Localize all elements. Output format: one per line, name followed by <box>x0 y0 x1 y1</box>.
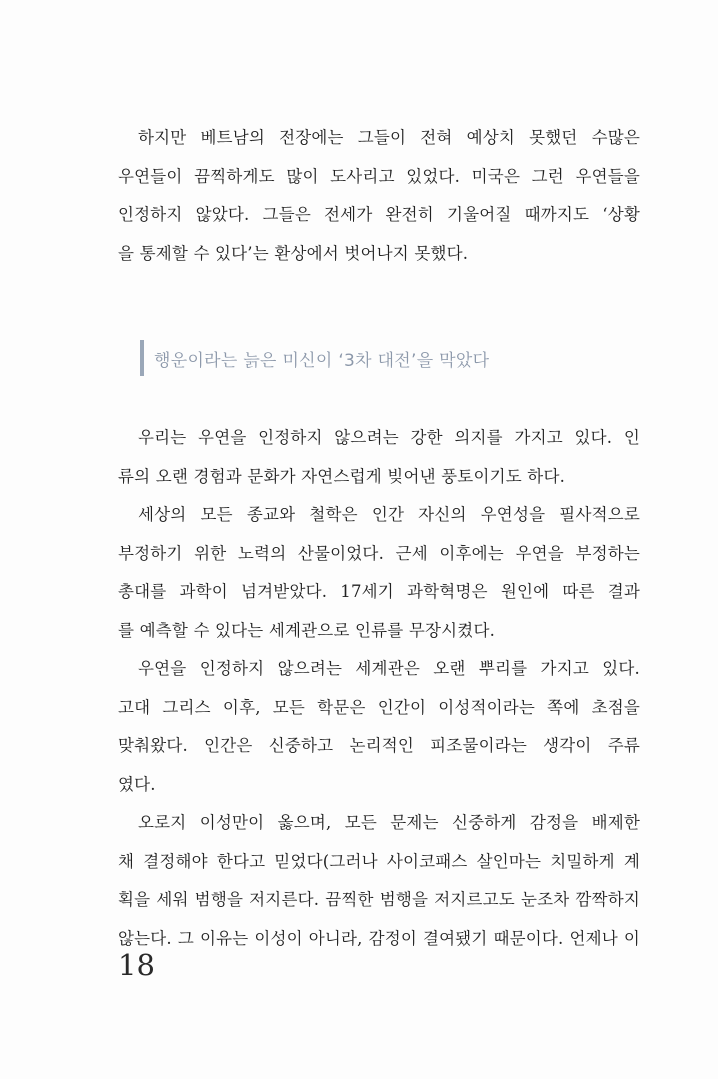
paragraph-line: 였다. <box>118 774 156 794</box>
paragraph-line: 채 결정해야 한다고 믿었다(그러나 사이코패스 살인마는 치밀하게 계 <box>118 851 640 871</box>
paragraph-line: 우연들이 끔찍하게도 많이 도사리고 있었다. 미국은 그런 우연들을 <box>118 166 640 186</box>
paragraph-line: 우연을 인정하지 않으려는 세계관은 오랜 뿌리를 가지고 있다. <box>138 659 640 678</box>
paragraph-1 <box>118 119 640 273</box>
paragraph-line: 류의 오랜 경험과 문화가 자연스럽게 빚어낸 풍토이기도 하다. <box>118 466 566 486</box>
paragraph-line: 인정하지 않았다. 그들은 전세가 완전히 기울어질 때까지도 ‘상황 <box>118 205 640 224</box>
paragraph-line: 를 예측할 수 있다는 세계관으로 인류를 무장시켰다. <box>118 620 496 640</box>
paragraph-line: 세상의 모든 종교와 철학은 인간 자신의 우연성을 필사적으로 <box>138 505 640 524</box>
paragraph-line: 획을 세워 범행을 저지른다. 끔찍한 범행을 저지르고도 눈조차 깜짝하지 <box>118 890 640 909</box>
paragraph-3 <box>118 496 640 650</box>
paragraph-line: 않는다. 그 이유는 이성이 아니라, 감정이 결여됐기 때문이다. 언제나 이 <box>118 928 640 948</box>
paragraph-line: 총대를 과학이 넘겨받았다. 17세기 과학혁명은 원인에 따른 결과 <box>118 582 640 601</box>
paragraph-line: 고대 그리스 이후, 모든 학문은 인간이 이성적이라는 쪽에 초점을 <box>118 697 640 717</box>
paragraph-line: 을 통제할 수 있다’는 환상에서 벗어나지 못했다. <box>118 243 469 263</box>
section-heading-text: 행운이라는 늙은 미신이 ‘3차 대전’을 막았다 <box>154 350 490 371</box>
paragraph-2 <box>118 419 640 496</box>
paragraph-4 <box>118 650 640 804</box>
paragraph-line: 맞춰왔다. 인간은 신중하고 논리적인 피조물이라는 생각이 주류 <box>118 736 640 755</box>
paragraph-line: 부정하기 위한 노력의 산물이었다. 근세 이후에는 우연을 부정하는 <box>118 543 640 563</box>
section-heading <box>140 339 489 377</box>
paragraph-line: 하지만 베트남의 전장에는 그들이 전혀 예상치 못했던 수많은 <box>138 128 640 147</box>
paragraph-line: 우리는 우연을 인정하지 않으려는 강한 의지를 가지고 있다. 인 <box>138 428 640 447</box>
paragraph-5 <box>118 804 640 958</box>
heading-bar <box>140 340 144 376</box>
paragraph-line: 오로지 이성만이 옳으며, 모든 문제는 신중하게 감정을 배제한 <box>138 813 640 832</box>
page-number: 18 <box>118 948 155 982</box>
